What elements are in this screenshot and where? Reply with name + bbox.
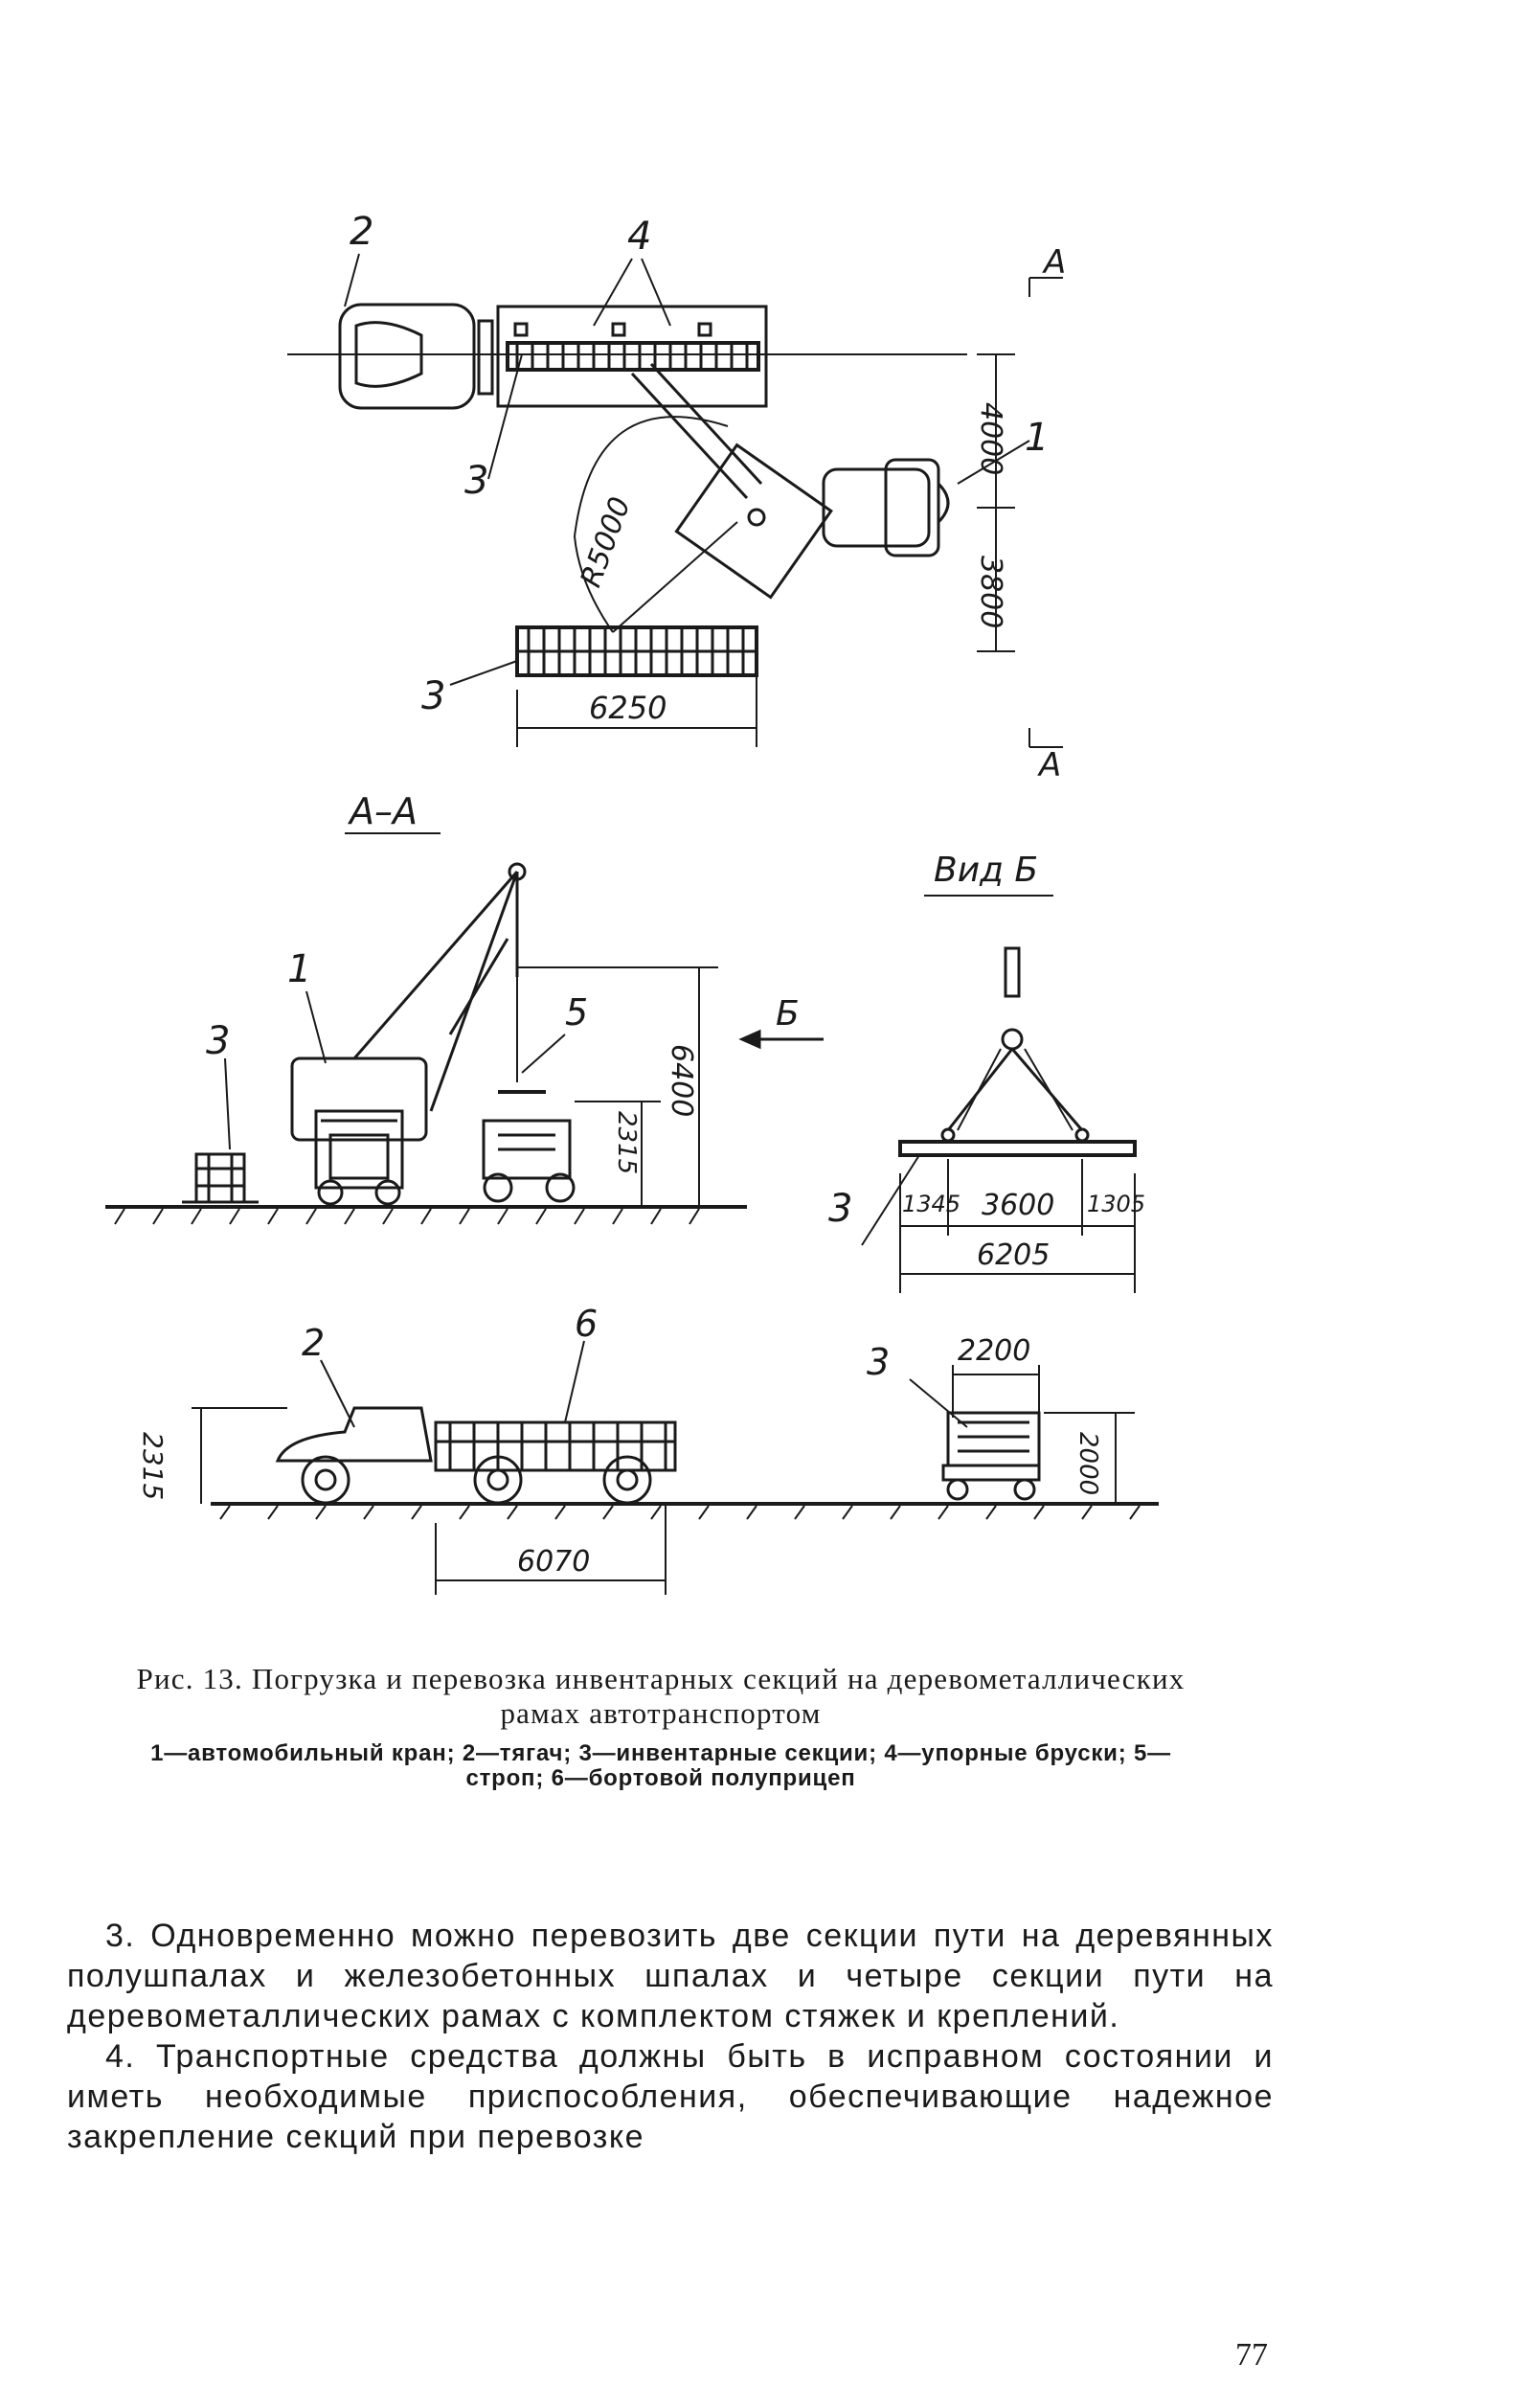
figure-caption-legend: 1—автомобильный кран; 2—тягач; 3—инвентарные секции; 4—упорные бруски; 5—строп; 6—бортовой полуприцеп [150, 1740, 1171, 1791]
section-mark-a-top: А [1044, 243, 1067, 282]
label-sections-3-aa: 3 [206, 1019, 231, 1063]
label-trailer-6: 6 [575, 1303, 599, 1345]
arrow-b-label: Б [776, 994, 800, 1034]
figure-caption-title: Рис. 13. Погрузка и перевозка инвентарных секций на деревометаллических рамах автотранспортом [136, 1662, 1186, 1730]
dim-6250: 6250 [589, 690, 667, 726]
dim-3600: 3600 [982, 1189, 1055, 1222]
dim-r5000: R5000 [574, 492, 638, 592]
label-sections-3-tr: 3 [867, 1341, 891, 1383]
paragraph-4: 4. Транспортные средства должны быть в исправном состоянии и иметь необходимые приспособления, обеспечивающие надежное закрепление секций при перевозке [67, 2038, 1274, 2155]
dim-6400: 6400 [665, 1044, 698, 1118]
body-text [67, 1916, 1274, 2157]
dim-1345: 1345 [902, 1191, 961, 1217]
label-stops-4: 4 [627, 215, 652, 259]
label-tractor-2-tr: 2 [302, 1322, 326, 1364]
page-number: 77 [1235, 2337, 1268, 2373]
section-mark-a-bottom: А [1039, 746, 1062, 784]
dim-1305: 1305 [1087, 1191, 1146, 1217]
paragraph-3: 3. Одновременно можно перевозить две секции пути на деревянных полушпалах и железобетонных шпалах и четыре секции пути на деревометаллических рамах с комплектом стяжек и креплений. [67, 1918, 1274, 2034]
sections-on-trailer [508, 343, 758, 370]
label-sling-5: 5 [565, 991, 589, 1034]
label-crane-1: 1 [1025, 416, 1050, 460]
dim-6205: 6205 [977, 1238, 1051, 1272]
label-crane-1-aa: 1 [287, 947, 312, 991]
label-sections-3-vb: 3 [828, 1187, 853, 1231]
dim-6070: 6070 [517, 1545, 591, 1579]
label-sections-3a: 3 [464, 459, 489, 503]
dim-3800: 3800 [974, 556, 1007, 629]
dim-2200: 2200 [958, 1334, 1031, 1368]
label-sections-3b: 3 [421, 674, 446, 718]
dim-2000: 2000 [1073, 1432, 1102, 1496]
view-b-title: Вид Б [934, 851, 1039, 890]
label-tractor-2: 2 [350, 210, 374, 254]
dim-2315-aa: 2315 [612, 1111, 641, 1175]
section-aa-title: А–А [350, 790, 418, 832]
dim-4000: 4000 [974, 402, 1007, 476]
dim-2315-tr: 2315 [137, 1432, 169, 1501]
